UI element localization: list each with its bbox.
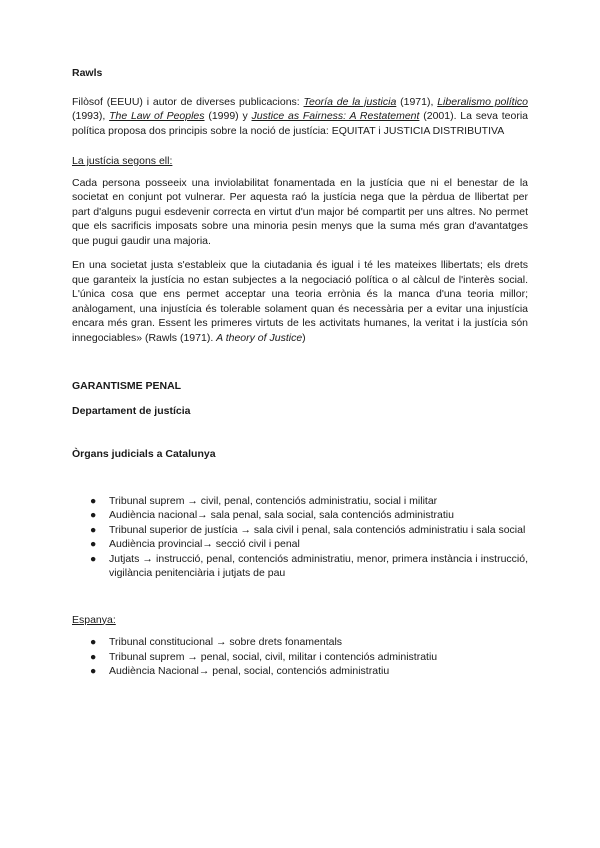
list-item-text: Tribunal suprem → penal, social, civil, militar i contenciós administratiu (109, 650, 438, 663)
intro-text-4: (1999) y (204, 110, 252, 122)
bullet-icon: ● (90, 538, 97, 550)
bullet-icon: ● (90, 494, 97, 507)
bullet-icon: ● (90, 650, 97, 663)
rawls-heading: Rawls (72, 67, 103, 79)
list-item-text: Tribunal superior de justícia → sala civil i penal, sala contenciós administratiu i sala social (109, 523, 526, 536)
paragraph-2-text: En una societat justa s'estableix que la ciutadania és igual i té les mateixes llibertats; els drets que garanteix la justícia no estan subjectes a la negociació política o al càlcul de l'interès social. L'única cosa que ens permet acceptar una teoria errònia és la manca d'una teoria millor; anàlogament, una injustícia és tolerable solament quan és necessària per a evitar una injustícia encara més gran. Essent les primeres virtuts de les activitats humanes, la veritat i la justícia són innegociables» (Rawls (1971). (72, 259, 528, 344)
list-item (72, 508, 528, 523)
espanya-list (72, 635, 528, 679)
intro-text-5: (2001). La seva teoria política proposa dos principis sobre la noció de justícia: EQUITAT i JUSTICIA DISTRIBUTIVA (72, 110, 529, 137)
list-item-text: Tribunal constitucional → sobre drets fonamentals (109, 636, 343, 648)
list-item-text: Audiència Nacional→ penal, social, contenciós administratiu (109, 665, 390, 677)
list-item-text: Audiència nacional→ sala penal, sala social, sala contenciós administratiu (109, 509, 454, 521)
bullet-icon: ● (90, 552, 97, 565)
book-liberalismo-politico: Liberalismo político (437, 95, 528, 108)
list-item-text: Tribunal suprem → civil, penal, contenciós administratiu, social i militar (109, 494, 438, 507)
intro-text-2: (1971), (396, 95, 438, 108)
list-item-text: Audiència provincial→ secció civil i penal (109, 538, 300, 550)
rawls-paragraph-1: Cada persona posseeix una inviolabilitat fonamentada en la justícia que ni el benestar de la societat en conjunt pot vulnerar. Per aquesta raó la justícia nega que la pèrdua de llibertat per part d'alguns pugui esdevenir correcta en virtut d'un major bé compartit per uns altres. No permet que els sacrificis imposats sobre una minoria pesin menys que la suma més gran d'avantatges que pugui gaudir una majoria. (72, 176, 528, 247)
list-item (72, 664, 528, 679)
bullet-icon: ● (90, 523, 97, 536)
organs-heading: Òrgans judicials a Catalunya (72, 448, 216, 460)
bullet-icon: ● (90, 665, 97, 677)
citation-close: ) (302, 331, 306, 344)
book-law-of-peoples: The Law of Peoples (109, 110, 205, 122)
intro-text-3: (1993), (72, 110, 110, 122)
document-page (72, 66, 528, 679)
rawls-intro (72, 95, 528, 139)
bullet-icon: ● (90, 509, 97, 521)
bullet-icon: ● (90, 636, 97, 648)
intro-text-1: Filòsof (EEUU) i autor de diverses publicacions: (72, 95, 304, 108)
catalunya-list (72, 494, 528, 581)
garantisme-heading: GARANTISME PENAL (72, 380, 182, 392)
citation-title: A theory of Justice (216, 331, 303, 344)
book-teoria-justicia: Teoría de la justicia (303, 95, 397, 108)
espanya-heading: Espanya: (72, 613, 116, 626)
list-item (72, 537, 528, 552)
justicia-subheading: La justícia segons ell: (72, 155, 173, 167)
book-justice-as-fairness: Justice as Fairness: A Restatement (251, 110, 420, 122)
list-item (72, 552, 528, 581)
list-item (72, 650, 528, 665)
list-item (72, 494, 528, 509)
rawls-paragraph-2 (72, 258, 528, 345)
list-item (72, 523, 528, 538)
department-heading: Departament de justícia (72, 404, 191, 417)
list-item-text: Jutjats → instrucció, penal, contenciós administratiu, menor, primera instància i instrucció, vigilància penitenciària i jutjats de pau (109, 552, 528, 579)
list-item (72, 635, 528, 650)
